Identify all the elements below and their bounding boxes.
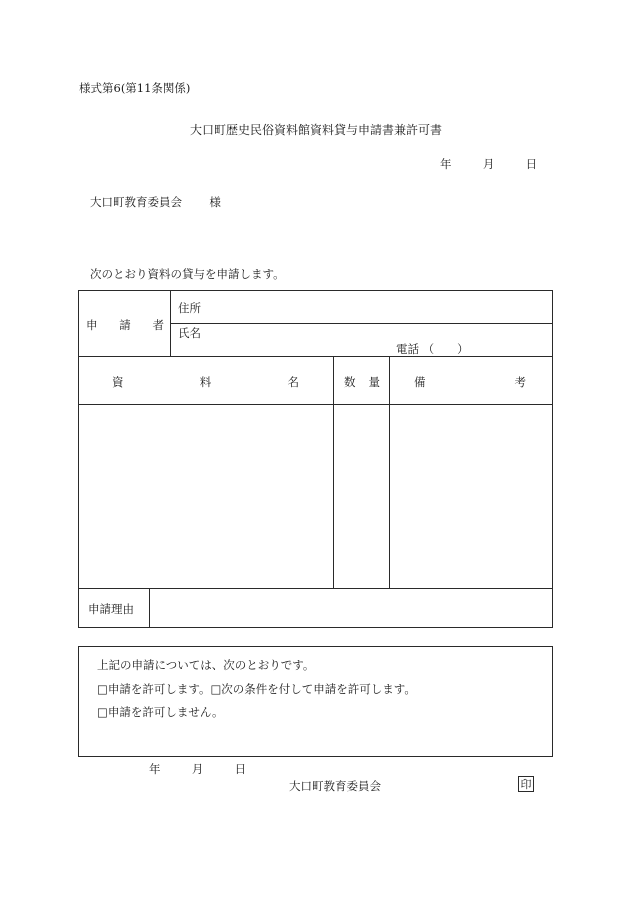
- address-label: 住所: [178, 301, 201, 315]
- addressee: [90, 194, 221, 210]
- option-permit: □申請を許可します。□次の条件を付して申請を許可します。: [97, 682, 416, 696]
- permission-intro: 上記の申請については、次のとおりです。: [97, 658, 315, 672]
- month-label: 月: [482, 157, 495, 171]
- col-header-material-name: 資 料 名: [112, 375, 299, 389]
- reason-label: 申請理由: [88, 602, 134, 616]
- col-header-quantity: 数 量: [344, 375, 380, 389]
- date-line: [440, 156, 537, 172]
- intro-text: 次のとおり資料の貸与を申請します。: [90, 267, 285, 281]
- phone-label: 電話 （ ）: [396, 342, 469, 356]
- document-title: 大口町歴史民俗資料館資料貸与申請書兼許可書: [190, 123, 443, 137]
- issuer-name: 大口町教育委員会: [289, 779, 381, 793]
- addressee-name: 大口町教育委員会: [90, 195, 182, 209]
- applicant-label: 申 請 者: [86, 318, 164, 332]
- permission-day-label: 日: [234, 762, 247, 776]
- day-label: 日: [525, 157, 538, 171]
- honorific: 様: [209, 195, 221, 209]
- permission-year-label: 年: [149, 762, 161, 776]
- year-label: 年: [440, 157, 452, 171]
- seal-icon: 印: [518, 776, 534, 792]
- permission-month-label: 月: [191, 762, 204, 776]
- permission-date-line: [149, 761, 246, 777]
- name-label: 氏名: [178, 326, 201, 340]
- col-header-remarks: 備 考: [414, 375, 526, 389]
- option-deny: □申請を許可しません。: [97, 705, 224, 719]
- form-number: 様式第6(第11条関係): [79, 81, 191, 95]
